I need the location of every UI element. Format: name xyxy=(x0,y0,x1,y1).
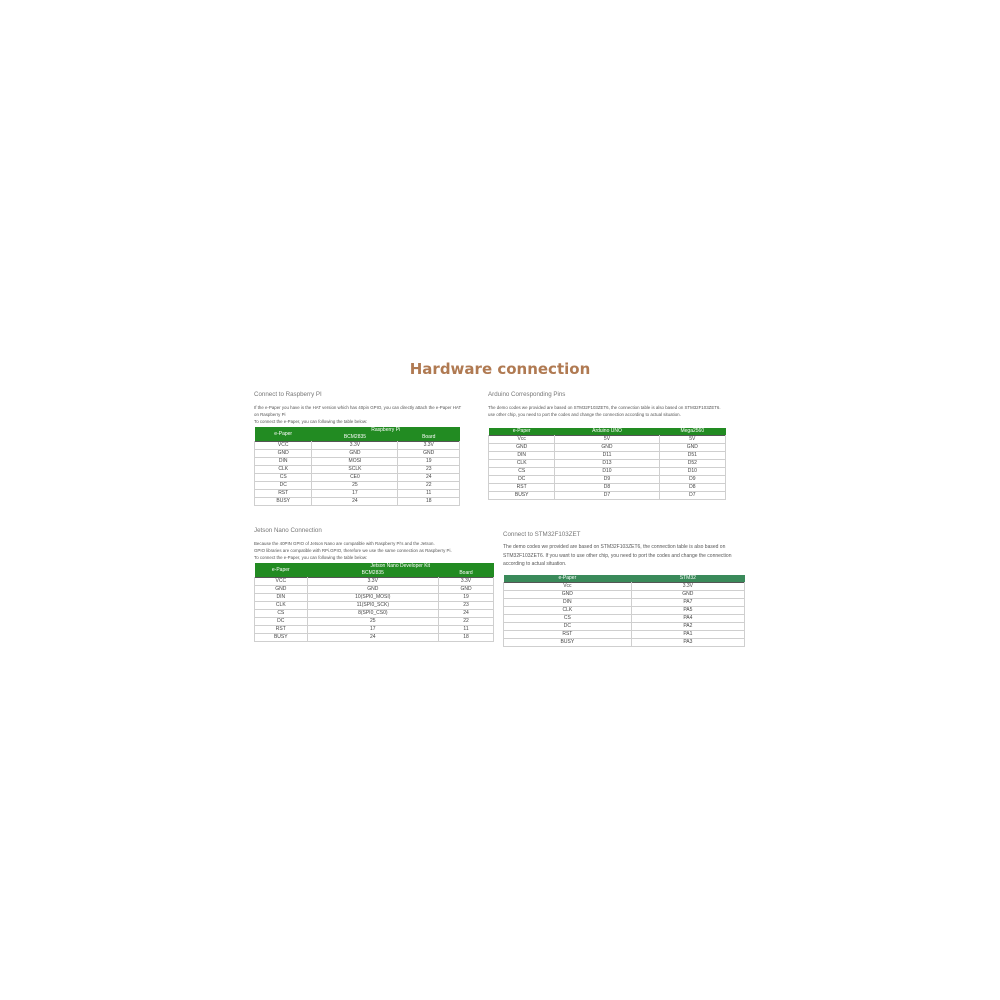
table-cell: 11 xyxy=(439,626,494,634)
table-row xyxy=(255,450,460,458)
table-cell: GND xyxy=(255,450,312,458)
table-cell: 18 xyxy=(439,634,494,642)
table-cell: BUSY xyxy=(489,492,555,500)
arduino-heading: Arduino Corresponding Pins xyxy=(488,391,566,398)
table-cell: D51 xyxy=(659,452,725,460)
table-cell: DIN xyxy=(255,594,308,602)
header-arduino-uno: Arduino UNO xyxy=(555,428,659,436)
table-cell: 3.3V xyxy=(398,442,460,450)
table-cell: RST xyxy=(255,626,308,634)
jetson-nano-heading: Jetson Nano Connection xyxy=(254,527,322,534)
header-bcm2835: BCM2835 xyxy=(307,570,438,578)
stm32-para-3: according to actual situation. xyxy=(503,561,567,567)
table-row xyxy=(504,638,745,646)
table-cell: 8(SPI0_CS0) xyxy=(307,610,438,618)
table-row xyxy=(489,444,726,452)
table-cell: 3.3V xyxy=(312,442,398,450)
table-cell: GND xyxy=(255,586,308,594)
table-row xyxy=(255,634,494,642)
arduino-section xyxy=(488,391,726,500)
table-cell: D52 xyxy=(659,460,725,468)
table-cell: PA3 xyxy=(631,638,744,646)
table-cell: 3.3V xyxy=(307,578,438,586)
table-cell: RST xyxy=(255,490,312,498)
table-cell: GND xyxy=(659,444,725,452)
table-row xyxy=(255,482,460,490)
table-cell: DIN xyxy=(489,452,555,460)
table-row xyxy=(255,610,494,618)
table-row xyxy=(255,458,460,466)
arduino-para-1: The demo codes we provided are based on STM32F103ZET6, the connection table is also based on STM32F103ZET6. xyxy=(488,405,721,410)
table-cell: 24 xyxy=(398,474,460,482)
raspberry-pi-para-2: on Raspberry Pi xyxy=(254,412,286,417)
raspberry-pi-para-1: If the e-Paper you have is the HAT version which has 40pin GPIO, you can directly attach the e-Paper HAT xyxy=(254,405,462,410)
table-cell: 3.3V xyxy=(631,582,744,590)
table-cell: 22 xyxy=(439,618,494,626)
table-cell: 22 xyxy=(398,482,460,490)
table-cell: GND xyxy=(398,450,460,458)
table-cell: PA1 xyxy=(631,630,744,638)
table-row xyxy=(255,626,494,634)
table-cell: CLK xyxy=(255,602,308,610)
table-row xyxy=(504,614,745,622)
jetson-nano-table xyxy=(254,563,494,642)
jetson-nano-para-1: Because the 40PIN GPIO of Jetson Nano are compatible with Raspberry Pi's and the Jetson. xyxy=(254,541,435,546)
table-row xyxy=(255,586,494,594)
table-cell: BUSY xyxy=(255,634,308,642)
table-row xyxy=(255,618,494,626)
table-cell: PA7 xyxy=(631,598,744,606)
arduino-table xyxy=(488,428,726,500)
table-cell: GND xyxy=(504,590,632,598)
raspberry-pi-table-body xyxy=(255,442,460,506)
table-cell: CS xyxy=(504,614,632,622)
table-cell: GND xyxy=(439,586,494,594)
header-jetson-nano-kit: Jetson Nano Developer Kit xyxy=(307,563,493,570)
table-cell: CLK xyxy=(489,460,555,468)
jetson-nano-para-2: GPIO libraries are compatible with RPi.GPIO, therefore we use the same connection as Raspberry Pi. xyxy=(254,548,452,553)
table-row xyxy=(255,466,460,474)
table-cell: D7 xyxy=(659,492,725,500)
table-cell: BUSY xyxy=(255,498,312,506)
table-cell: RST xyxy=(504,630,632,638)
table-cell: 24 xyxy=(439,610,494,618)
raspberry-pi-para-3: To connect the e-Paper, you can following the table below: xyxy=(254,419,368,424)
table-cell: D10 xyxy=(555,468,659,476)
table-cell: PA2 xyxy=(631,622,744,630)
table-row xyxy=(255,602,494,610)
table-cell: SCLK xyxy=(312,466,398,474)
table-cell: GND xyxy=(631,590,744,598)
page-title: Hardware connection xyxy=(409,360,591,378)
table-cell: 5V xyxy=(659,436,725,444)
table-row xyxy=(489,436,726,444)
table-cell: DC xyxy=(489,476,555,484)
table-row xyxy=(504,606,745,614)
header-board: Board xyxy=(398,434,460,442)
table-cell: D13 xyxy=(555,460,659,468)
table-cell: D10 xyxy=(659,468,725,476)
table-cell: CLK xyxy=(255,466,312,474)
table-row xyxy=(504,630,745,638)
table-cell: GND xyxy=(307,586,438,594)
table-cell: 11 xyxy=(398,490,460,498)
table-cell: 19 xyxy=(398,458,460,466)
table-cell: 23 xyxy=(398,466,460,474)
header-raspberry-pi: Raspberry Pi xyxy=(312,427,460,434)
raspberry-pi-table xyxy=(254,427,460,506)
table-row xyxy=(489,460,726,468)
stm32-para-1: The demo codes we provided are based on STM32F103ZET6, the connection table is also based on xyxy=(503,544,726,550)
table-cell: DC xyxy=(255,618,308,626)
table-row xyxy=(255,594,494,602)
table-cell: CLK xyxy=(504,606,632,614)
table-cell: 25 xyxy=(307,618,438,626)
header-stm32: STM32 xyxy=(631,575,744,583)
header-epaper: e-Paper xyxy=(255,563,308,578)
table-cell: 3.3V xyxy=(439,578,494,586)
jetson-nano-section xyxy=(254,527,494,642)
table-cell: 18 xyxy=(398,498,460,506)
table-row xyxy=(255,490,460,498)
table-cell: CS xyxy=(255,474,312,482)
table-cell: VCC xyxy=(255,578,308,586)
arduino-para-2: use other chip, you need to port the codes and change the connection according to actual situation. xyxy=(488,412,681,417)
table-cell: GND xyxy=(555,444,659,452)
table-cell: CS xyxy=(489,468,555,476)
table-cell: BUSY xyxy=(504,638,632,646)
table-row xyxy=(489,492,726,500)
table-row xyxy=(255,442,460,450)
header-epaper: e-Paper xyxy=(255,427,312,442)
stm32-section xyxy=(503,531,745,647)
table-cell: D9 xyxy=(555,476,659,484)
table-cell: DIN xyxy=(255,458,312,466)
table-cell: D7 xyxy=(555,492,659,500)
table-cell: 17 xyxy=(312,490,398,498)
table-cell: PA5 xyxy=(631,606,744,614)
table-row xyxy=(504,622,745,630)
header-mega2560: Mega2560 xyxy=(659,428,725,436)
header-epaper: e-Paper xyxy=(504,575,632,583)
table-cell: RST xyxy=(489,484,555,492)
header-epaper: e-Paper xyxy=(489,428,555,436)
table-cell: 19 xyxy=(439,594,494,602)
table-cell: PA4 xyxy=(631,614,744,622)
header-board: Board xyxy=(439,570,494,578)
table-cell: DC xyxy=(255,482,312,490)
table-cell: 5V xyxy=(555,436,659,444)
stm32-para-2: STM32F103ZET6. If you want to use other chip, you need to port the codes and change the connection xyxy=(503,552,732,559)
table-cell: 11(SPI0_SCK) xyxy=(307,602,438,610)
table-row xyxy=(489,452,726,460)
raspberry-pi-heading: Connect to Raspberry PI xyxy=(254,391,322,398)
table-cell: GND xyxy=(489,444,555,452)
table-cell: D9 xyxy=(659,476,725,484)
arduino-table-body xyxy=(489,436,726,500)
table-cell: DIN xyxy=(504,598,632,606)
table-cell: GND xyxy=(312,450,398,458)
table-cell: CS xyxy=(255,610,308,618)
table-row xyxy=(255,474,460,482)
table-cell: D8 xyxy=(555,484,659,492)
table-row xyxy=(504,598,745,606)
table-cell: 24 xyxy=(307,634,438,642)
table-row xyxy=(504,582,745,590)
table-cell: Vcc xyxy=(489,436,555,444)
table-cell: DC xyxy=(504,622,632,630)
jetson-nano-para-3: To connect the e-Paper, you can following the table below: xyxy=(254,555,368,560)
stm32-table xyxy=(503,575,745,647)
raspberry-pi-section xyxy=(254,391,460,506)
table-cell: VCC xyxy=(255,442,312,450)
table-row xyxy=(489,476,726,484)
stm32-heading: Connect to STM32F103ZET xyxy=(503,531,581,538)
table-row xyxy=(255,498,460,506)
stm32-table-body xyxy=(504,582,745,646)
table-cell: 17 xyxy=(307,626,438,634)
table-cell: CE0 xyxy=(312,474,398,482)
table-cell: D11 xyxy=(555,452,659,460)
header-bcm2835: BCM2835 xyxy=(312,434,398,442)
table-cell: Vcc xyxy=(504,582,632,590)
table-cell: 23 xyxy=(439,602,494,610)
table-cell: MOSI xyxy=(312,458,398,466)
table-cell: 10(SPI0_MOSI) xyxy=(307,594,438,602)
table-row xyxy=(489,468,726,476)
table-cell: D8 xyxy=(659,484,725,492)
table-cell: 24 xyxy=(312,498,398,506)
table-row xyxy=(489,484,726,492)
table-row xyxy=(255,578,494,586)
jetson-nano-table-body xyxy=(255,578,494,642)
table-row xyxy=(504,590,745,598)
table-cell: 25 xyxy=(312,482,398,490)
